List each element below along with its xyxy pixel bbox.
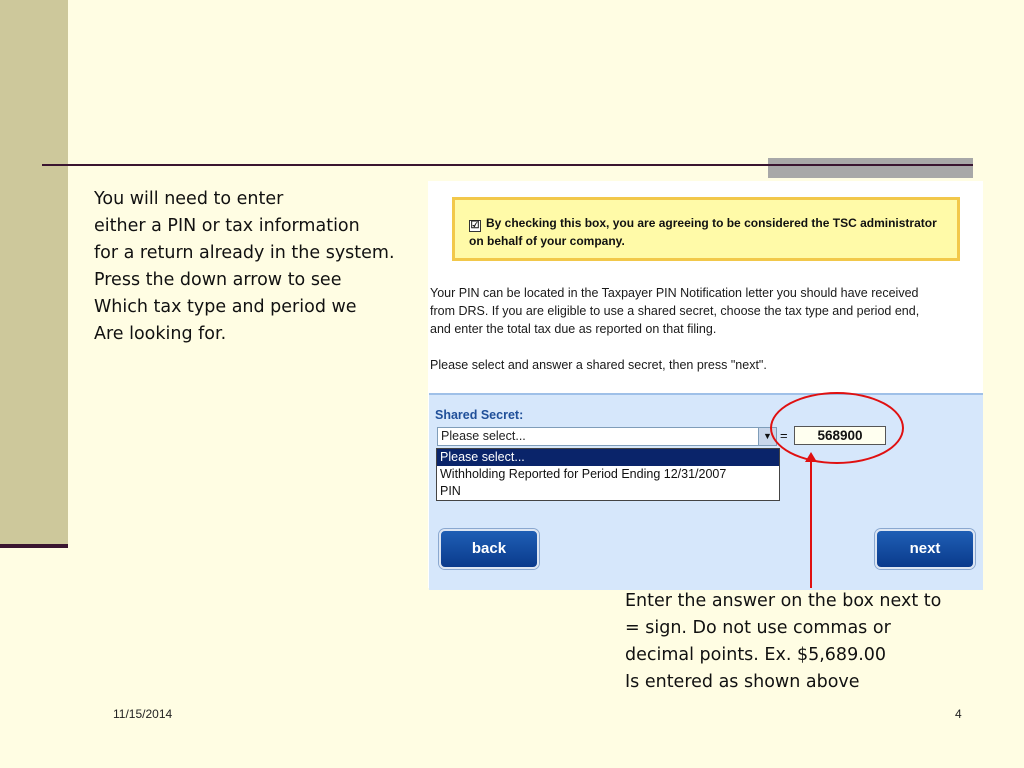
instruction-line: Press the down arrow to see [94,270,342,290]
slide-date: 11/15/2014 [113,707,173,721]
pin-info-line: Your PIN can be located in the Taxpayer PIN Notification letter you should have received [430,286,919,300]
shared-secret-select[interactable] [437,427,777,446]
left-sidebar [0,0,68,545]
pointer-arrow-line [810,458,812,588]
agreement-text: By checking this box, you are agreeing to be considered the TSC administrator on behalf of your company. [469,216,937,248]
instruction-line: You will need to enter [94,189,284,209]
chevron-down-icon[interactable]: ▼ [758,428,776,445]
dropdown-option[interactable]: Withholding Reported for Period Ending 12/31/2007 [440,467,727,481]
embedded-screenshot [428,181,983,588]
instruction-line: for a return already in the system. [94,243,395,263]
note-line: decimal points. Ex. $5,689.00 [625,645,887,665]
pin-info [430,284,983,374]
dropdown-option[interactable]: PIN [440,484,461,498]
dropdown-option[interactable]: Please select... [437,449,779,466]
answer-note [625,588,985,696]
select-prompt: Please select and answer a shared secret, then press "next". [430,358,767,372]
note-line: = sign. Do not use commas or [625,618,891,638]
arrow-up-icon [805,452,817,462]
highlight-ellipse [770,392,904,464]
shared-secret-label: Shared Secret: [435,408,524,422]
pin-info-line: and enter the total tax due as reported on that filing. [430,322,717,336]
next-button[interactable]: next [875,529,975,569]
agreement-box [452,197,960,261]
accent-block [768,158,973,178]
instructions-text [94,186,424,348]
slide-number: 4 [955,707,962,721]
instruction-line: Are looking for. [94,324,227,344]
note-line: Is entered as shown above [625,672,860,692]
note-line: Enter the answer on the box next to [625,591,942,611]
agreement-checkbox[interactable]: ☑ [470,220,480,231]
instruction-line: Which tax type and period we [94,297,357,317]
dropdown-list [436,448,780,501]
sidebar-bottom-rule [0,544,68,548]
instruction-line: either a PIN or tax information [94,216,360,236]
pin-info-line: from DRS. If you are eligible to use a shared secret, choose the tax type and period end, [430,304,920,318]
back-button[interactable]: back [439,529,539,569]
select-value: Please select... [441,429,526,443]
equals-sign: = [780,428,788,443]
answer-input[interactable]: 568900 [794,426,886,445]
